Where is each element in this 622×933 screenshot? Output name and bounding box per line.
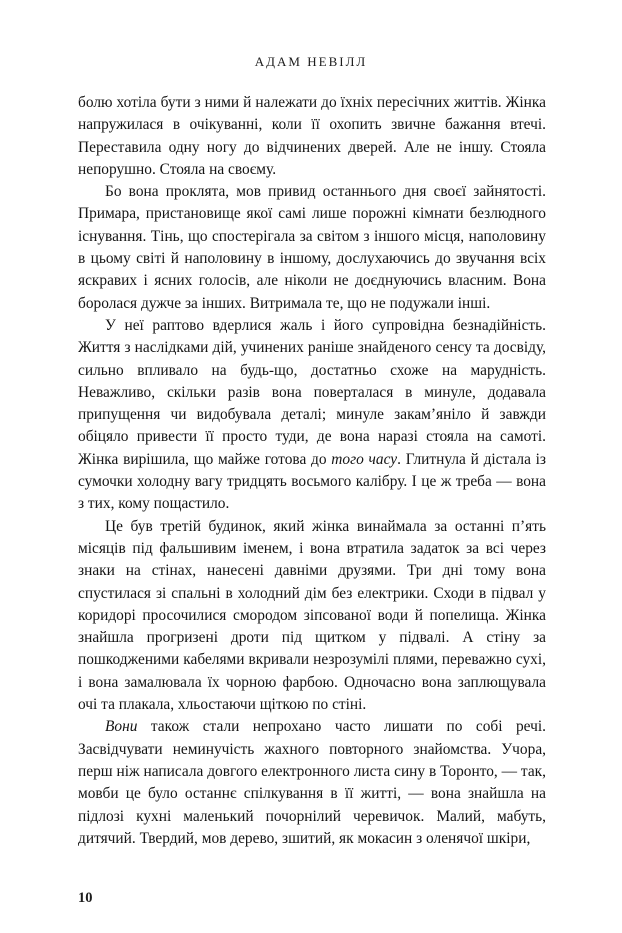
text-run: болю хотіла бути з ними й належати до їхніх пересічних життів. Жінка напружилася в очікуванні, коли її охопить звичне бажання втечі. Переставила одну ногу до відчинених дверей. Але не іншу. Стояла непорушно. Стояла на своєму. xyxy=(78,94,546,178)
italic-run: Вони xyxy=(105,718,138,736)
text-block xyxy=(78,92,546,850)
paragraph xyxy=(78,92,546,181)
italic-run: того часу xyxy=(331,450,398,468)
running-head-author: АДАМ НЕВІЛЛ xyxy=(254,54,368,69)
paragraph xyxy=(78,315,546,516)
paragraph xyxy=(78,181,546,315)
page-number: 10 xyxy=(78,890,93,906)
paragraph xyxy=(78,716,546,850)
paragraph xyxy=(78,516,546,717)
text-run: також стали непрохано часто лишати по собі речі. Засвідчувати неминучість жахного повторного знайомства. Учора, перш ніж написала довгого електронного листа сину в Торонто, — так, мовби це було останнє спілкування в її житті, — вона знайшла на підлозі кухні маленький почорнілий черевичок. Малий, мабуть, дитячий. Твердий, мов дерево, зшитий, як мокасин з оленячої шкіри, xyxy=(78,718,546,847)
text-run: У неї раптово вдерлися жаль і його супровідна безнадійність. Життя з наслідками дій, учинених раніше знайденого сенсу та досвіду, сильно впливало на будь-що, достатньо схоже на марудність. Неважливо, скільки разів вона поверталася в минуле, додавала припущення чи видобувала деталі; минуле закам’яніло й завжди обіцяло привести її просто туди, де вона наразі стояла на самоті. Жінка вирішила, що майже готова до xyxy=(78,316,546,468)
text-run: . Глитнула й дістала із сумочки холодну вагу тридцять восьмого калібру. І це ж треба — вона з тих, кому пощастило. xyxy=(78,450,547,513)
text-run: Бо вона проклята, мов привид останнього дня своєї зайнятості. Примара, пристановище якої самі лише порожні кімнати безлюдного існування. Тінь, що спостерігала за світом з іншого місця, наполовину в цьому світі й наполовину в іншому, дослухаючись до звучання всіх яскравих і ясних голосів, але ніколи не доєднуючись власним. Вона боролася дужче за інших. Витримала те, що не подужали інші. xyxy=(78,183,546,312)
text-run: Це був третій будинок, який жінка винаймала за останні п’ять місяців під фальшивим іменем, і вона втратила задаток за всі через знаки на стінах, нанесені давніми друзями. Три дні тому вона спустилася зі спальні в холодний дім без електрики. Сходи в підвал у коридорі просочилися смородом зіпсованої води й попелища. Жінка знайшла прогризені дроти під щитком у підвалі. А стіну за пошкодженими кабелями вкривали незрозумілі плями, переважно сухі, і вона замалювала їх чорною фарбою. Одночасно вона заплющувала очі та плакала, хльостаючи щіткою по стіні. xyxy=(78,517,546,714)
